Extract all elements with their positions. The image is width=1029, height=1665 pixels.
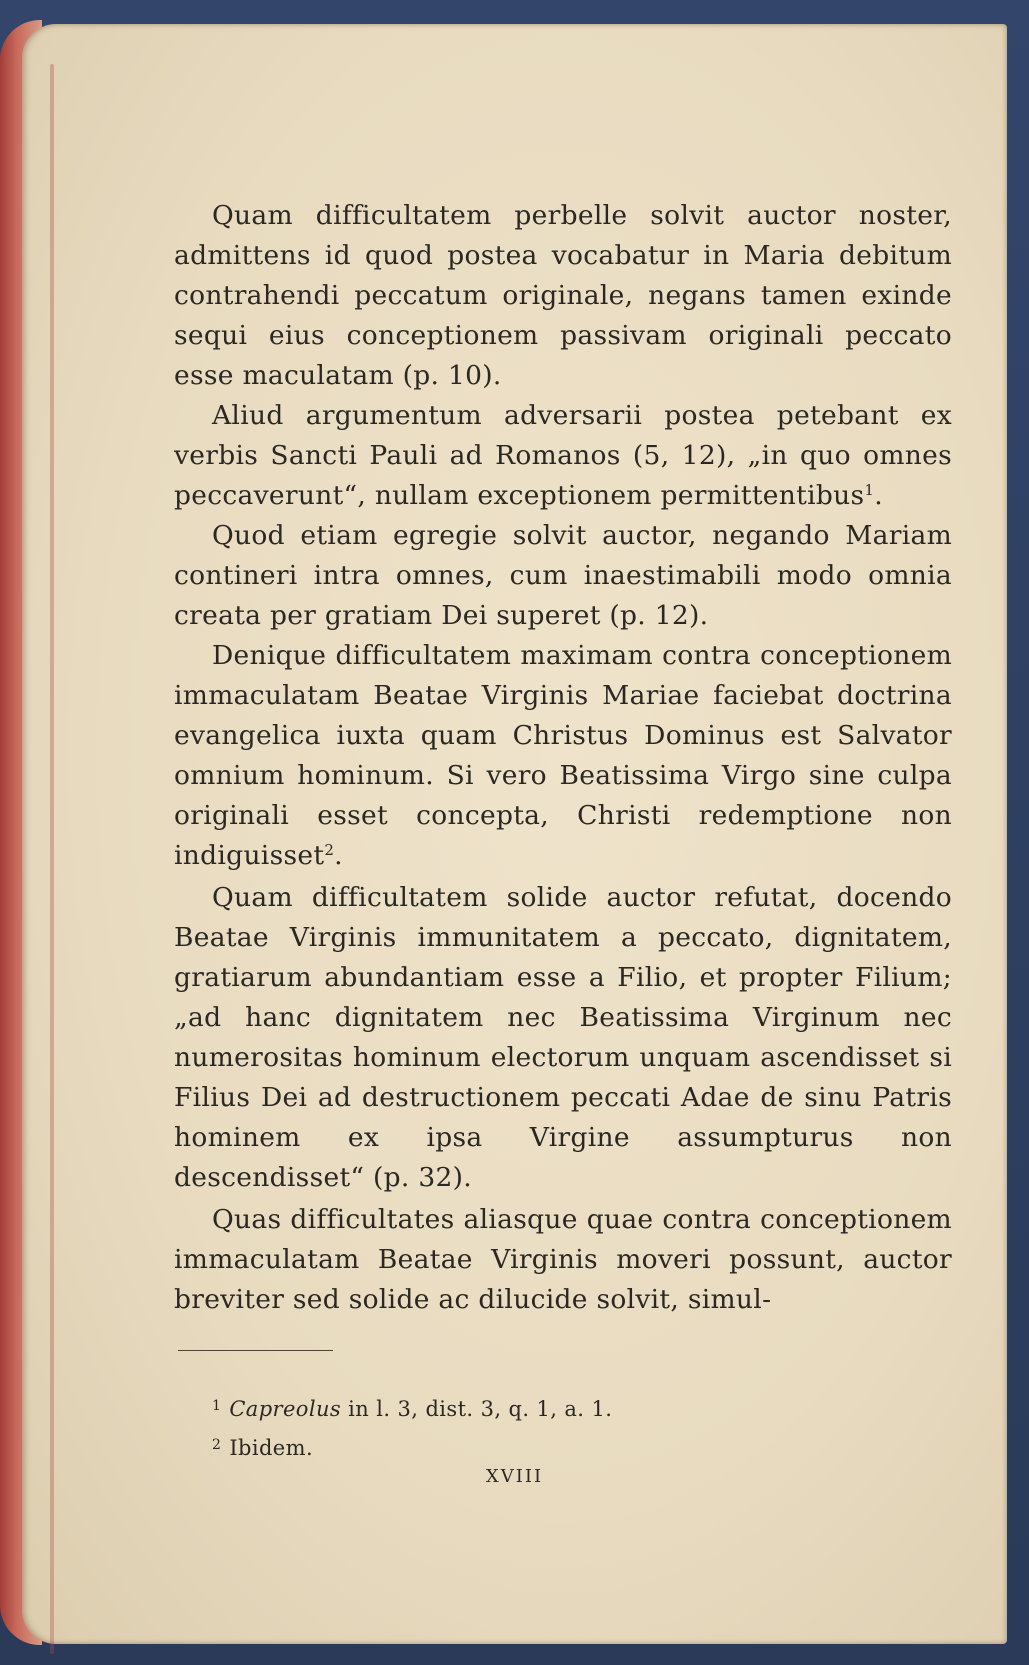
footnote-rule (178, 1350, 333, 1351)
page-number: XVIII (485, 1466, 544, 1487)
paragraph-text: . (334, 840, 343, 871)
footnote-text: Ibidem. (229, 1436, 314, 1460)
paragraph-text: Quas difficultates aliasque quae contra conceptionem immaculatam Beatae Virginis moveri possunt, auctor breviter sed solide ac dilucide solvit, simul- (174, 1204, 952, 1315)
body-text (174, 196, 952, 1320)
footnote-1 (212, 1388, 612, 1427)
footnote-text: in l. 3, dist. 3, q. 1, a. 1. (341, 1397, 613, 1421)
paragraph-3 (174, 516, 952, 636)
footnotes (212, 1388, 612, 1466)
page-curl-shadow (50, 64, 54, 1654)
paragraph-1 (174, 196, 952, 396)
paragraph-text: Quod etiam egregie solvit auctor, negando Mariam contineri intra omnes, cum inaestimabili modo omnia creata per gratiam Dei superet (p. 12). (174, 520, 952, 631)
footnote-author: Capreolus (229, 1397, 342, 1421)
paragraph-text: Quam difficultatem solide auctor refutat, docendo Beatae Virginis immunitatem a peccato, dignitatem, gratiarum abundantiam esse a Filio, et propter Filium; „ad hanc dignitatem nec Beatissima Virginum nec numerositas hominum electorum unquam ascendisset si Filius Dei ad destructionem peccati Adae de sinu Patris hominem ex ipsa Virgine assumpturus non descendisset“ (p. 32). (174, 882, 952, 1193)
paragraph-2 (174, 396, 952, 516)
paragraph-text: Denique difficultatem maximam contra conceptionem immaculatam Beatae Virginis Mariae faciebat doctrina evangelica iuxta quam Christus Dominus est Salvator omnium hominum. Si vero Beatissima Virgo sine culpa originali esset concepta, Christi redemptione non indiguisset (174, 640, 952, 871)
footnote-ref-1: 1 (864, 481, 875, 499)
paragraph-text: Aliud argumentum adversarii postea petebant ex verbis Sancti Pauli ad Romanos (5, 12), „in quo omnes peccaverunt“, nullam exceptionem permittentibus (174, 400, 952, 511)
footnote-2 (212, 1427, 612, 1466)
footnote-mark: 2 (212, 1437, 222, 1453)
paragraph-5 (174, 878, 952, 1198)
paragraph-4 (174, 636, 952, 876)
footnote-ref-2: 2 (324, 841, 335, 859)
paragraph-text: Quam difficultatem perbelle solvit auctor noster, admittens id quod postea vocabatur in Maria debitum contrahendi peccatum originale, negans tamen exinde sequi eius conceptionem passivam originali peccato esse maculatam (p. 10). (174, 200, 952, 391)
footnote-mark: 1 (212, 1398, 222, 1414)
paragraph-6 (174, 1200, 952, 1320)
paragraph-text: . (874, 480, 883, 511)
